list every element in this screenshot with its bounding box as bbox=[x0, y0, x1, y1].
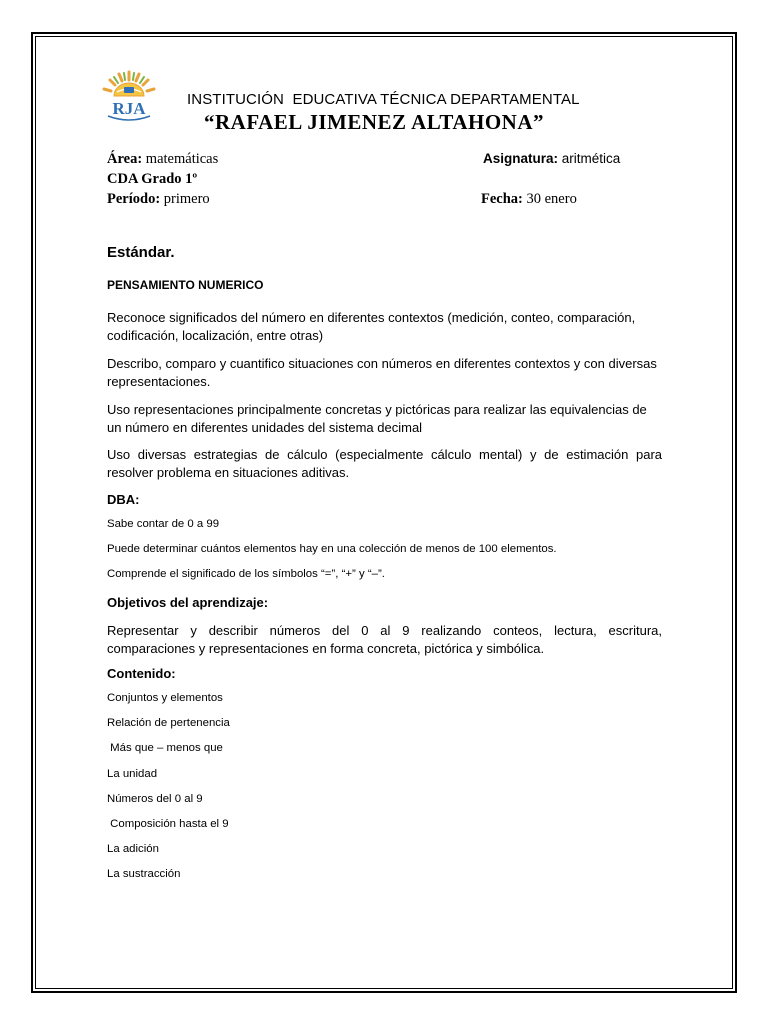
fecha-label: Fecha: bbox=[481, 191, 523, 207]
asignatura-label: Asignatura: bbox=[483, 151, 559, 166]
dba-item: Puede determinar cuántos elementos hay en una colección de menos de 100 elementos. bbox=[107, 543, 557, 555]
contenido-item: Más que – menos que bbox=[107, 742, 223, 754]
objetivos-text: Representar y describir números del 0 al 9 realizando conteos, lectura, escritura, comparaciones y representaciones en forma concreta, pictórica y simbólica. bbox=[107, 623, 662, 656]
periodo-value: primero bbox=[160, 191, 210, 207]
estandar-item: Uso representaciones principalmente concretas y pictóricas para realizar las equivalencias de un número en diferentes unidades del sistema decimal bbox=[107, 402, 647, 435]
area-label: Área: bbox=[107, 151, 143, 167]
dba-item: Comprende el significado de los símbolos “=”, “+” y “–”. bbox=[107, 568, 385, 580]
fecha-value: 30 enero bbox=[522, 191, 577, 207]
area-value: matemáticas bbox=[142, 151, 219, 167]
contenido-item: Conjuntos y elementos bbox=[107, 692, 223, 704]
fecha-field bbox=[481, 191, 577, 208]
estandar-item: Reconoce significados del número en diferentes contextos (medición, conteo, comparación, codificación, localización, entre otras) bbox=[107, 310, 636, 343]
asignatura-field bbox=[483, 151, 620, 166]
contenido-item: Composición hasta el 9 bbox=[107, 818, 229, 830]
pensamiento-subheading: PENSAMIENTO NUMERICO bbox=[107, 278, 264, 292]
institution-name: INSTITUCIÓN EDUCATIVA TÉCNICA DEPARTAMENTAL bbox=[187, 91, 580, 108]
contenido-item: Números del 0 al 9 bbox=[107, 793, 203, 805]
cda-grado: CDA Grado 1º bbox=[107, 171, 198, 187]
dba-heading: DBA: bbox=[107, 492, 140, 507]
asignatura-value: aritmética bbox=[558, 151, 621, 166]
dba-item: Sabe contar de 0 a 99 bbox=[107, 518, 220, 530]
periodo-field bbox=[107, 191, 210, 208]
contenido-item: Relación de pertenencia bbox=[107, 717, 230, 729]
contenido-item: La unidad bbox=[107, 768, 158, 780]
institution-title: “RAFAEL JIMENEZ ALTAHONA” bbox=[204, 110, 544, 134]
contenido-item: La adición bbox=[107, 843, 159, 855]
periodo-label: Período: bbox=[107, 191, 161, 207]
estandar-heading: Estándar. bbox=[107, 244, 175, 261]
school-logo bbox=[100, 68, 158, 126]
area-field bbox=[107, 151, 218, 168]
logo-text: RJA bbox=[112, 99, 146, 118]
contenido-heading: Contenido: bbox=[107, 666, 176, 681]
estandar-item: Describo, comparo y cuantifico situaciones con números en diferentes contextos y con diversas representaciones. bbox=[107, 356, 657, 389]
objetivos-heading: Objetivos del aprendizaje: bbox=[107, 595, 269, 610]
estandar-item: Uso diversas estrategias de cálculo (especialmente cálculo mental) y de estimación para resolver problema en situaciones aditivas. bbox=[107, 447, 662, 480]
contenido-item: La sustracción bbox=[107, 868, 181, 880]
